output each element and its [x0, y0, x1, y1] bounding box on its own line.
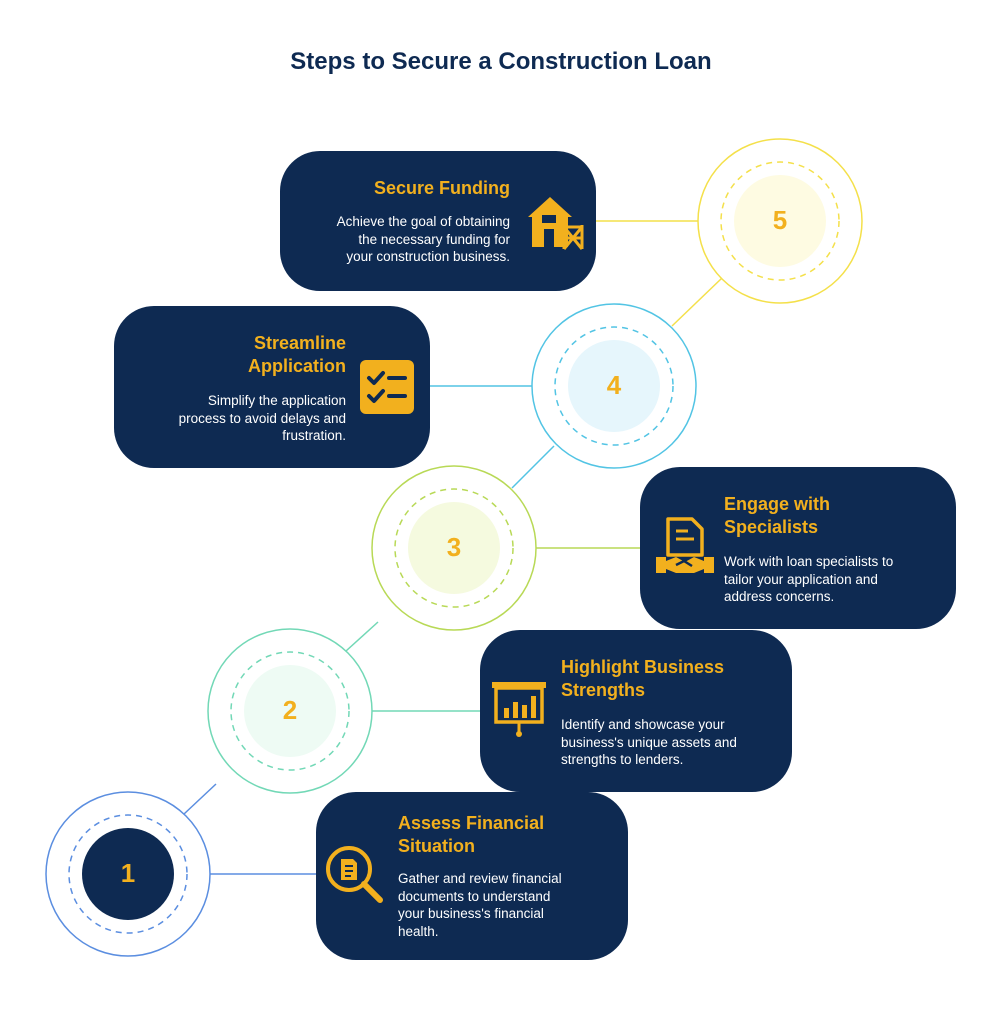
- step-2-card: [480, 630, 792, 792]
- diagonal-1-2: [184, 784, 216, 814]
- step-4-title: Streamline Application: [248, 333, 346, 376]
- step-3-number: 3: [446, 532, 462, 562]
- step-4-description: Simplify the application process to avoid delays and frustration.: [178, 393, 346, 443]
- step-3-title: Engage with Specialists: [724, 494, 831, 537]
- step-2-description: Identify and showcase your business's unique assets and strengths to lenders.: [561, 717, 737, 767]
- magnifier-document-icon: [324, 844, 386, 906]
- checklist-icon: [356, 356, 418, 418]
- step-2-number: 2: [282, 695, 298, 725]
- step-3-card: [640, 467, 956, 629]
- diagonal-3-4: [512, 446, 554, 488]
- step-1-number: 1: [120, 858, 136, 888]
- presentation-chart-icon: [488, 678, 550, 740]
- diagonal-2-3: [346, 622, 378, 651]
- step-5-card: [280, 151, 596, 291]
- step-4-number: 4: [606, 370, 622, 400]
- step-2-title: Highlight Business Strengths: [561, 657, 725, 700]
- house-construction-icon: [524, 191, 586, 253]
- step-5-number: 5: [772, 205, 788, 235]
- step-1-card: [316, 792, 628, 960]
- step-1-title: Assess Financial Situation: [398, 813, 545, 856]
- step-1-description: Gather and review financial documents to understand your business's financial health.: [398, 871, 562, 939]
- page-title: Steps to Secure a Construction Loan: [290, 48, 712, 75]
- diagonal-4-5: [672, 278, 722, 326]
- step-5-description: Achieve the goal of obtaining the necessary funding for your construction business.: [336, 214, 510, 264]
- step-5-title: Secure Funding: [373, 178, 510, 198]
- step-4-card: [114, 306, 430, 468]
- handshake-document-icon: [654, 515, 716, 577]
- step-3-description: Work with loan specialists to tailor your application and address concerns.: [724, 554, 894, 604]
